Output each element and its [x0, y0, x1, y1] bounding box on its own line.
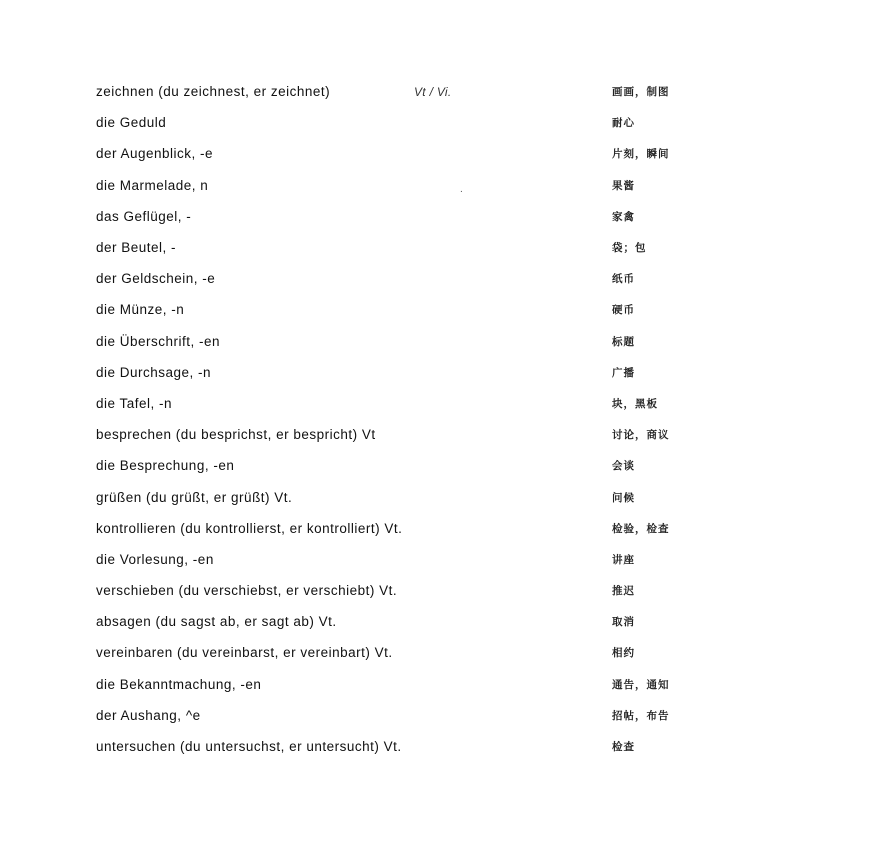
chinese-meaning: 招帖，布告 [612, 709, 670, 722]
german-term: die Marmelade, n [96, 177, 209, 193]
vocab-row [96, 357, 796, 388]
german-term: die Bekanntmachung, -en [96, 676, 262, 692]
vocab-row [96, 201, 796, 232]
vocab-row [96, 326, 796, 357]
vocab-row [96, 544, 796, 575]
german-term: zeichnen (du zeichnest, er zeichnet) [96, 84, 331, 100]
vocab-row [96, 263, 796, 294]
german-term: die Durchsage, -n [96, 364, 212, 380]
chinese-meaning: 家禽 [612, 210, 635, 223]
vocab-row [96, 481, 796, 512]
chinese-meaning: 会谈 [612, 460, 635, 473]
german-term: besprechen (du besprichst, er bespricht) Vt [96, 427, 376, 443]
vocab-row [96, 637, 796, 668]
vocab-row [96, 294, 796, 325]
chinese-meaning: 取消 [612, 616, 635, 629]
vocabulary-list [96, 76, 796, 762]
chinese-meaning: 相约 [612, 647, 635, 660]
chinese-meaning: 画画，制图 [612, 86, 670, 99]
german-term: die Besprechung, -en [96, 458, 235, 474]
german-term: die Münze, -n [96, 302, 185, 318]
vocab-row [96, 575, 796, 606]
vocab-row [96, 700, 796, 731]
german-term: die Tafel, -n [96, 395, 173, 411]
chinese-meaning: 片刻，瞬间 [612, 148, 670, 161]
vocab-row [96, 107, 796, 138]
german-term: kontrollieren (du kontrollierst, er kontrolliert) Vt. [96, 520, 403, 536]
chinese-meaning: 问候 [612, 491, 635, 504]
vocab-row [96, 731, 796, 762]
stray-mark: . [460, 183, 463, 195]
german-term: der Aushang, ^e [96, 707, 201, 723]
vocab-row [96, 450, 796, 481]
german-term: der Beutel, - [96, 240, 177, 256]
german-term: die Geduld [96, 115, 167, 131]
chinese-meaning: 检查 [612, 741, 635, 754]
chinese-meaning: 果酱 [612, 179, 635, 192]
vocab-row [96, 513, 796, 544]
vocab-row [96, 170, 796, 201]
chinese-meaning: 纸币 [612, 273, 635, 286]
chinese-meaning: 硬币 [612, 304, 635, 317]
vocab-row [96, 138, 796, 169]
german-term: vereinbaren (du vereinbarst, er vereinbart) Vt. [96, 645, 393, 661]
vocab-row [96, 232, 796, 263]
german-term: die Vorlesung, -en [96, 551, 214, 567]
german-term: untersuchen (du untersuchst, er untersucht) Vt. [96, 739, 402, 755]
german-term: der Augenblick, -e [96, 146, 214, 162]
chinese-meaning: 耐心 [612, 117, 635, 130]
vocab-row [96, 388, 796, 419]
german-term: das Geflügel, - [96, 208, 192, 224]
vocab-row [96, 419, 796, 450]
chinese-meaning: 讨论，商议 [612, 429, 670, 442]
vocab-row [96, 76, 796, 107]
verb-type-tag: Vt / Vi. [414, 84, 452, 99]
german-term: verschieben (du verschiebst, er verschiebt) Vt. [96, 583, 398, 599]
chinese-meaning: 块，黑板 [612, 397, 658, 410]
chinese-meaning: 广播 [612, 366, 635, 379]
german-term: absagen (du sagst ab, er sagt ab) Vt. [96, 614, 337, 630]
chinese-meaning: 检验，检查 [612, 522, 670, 535]
german-term: grüßen (du grüßt, er grüßt) Vt. [96, 489, 293, 505]
german-term: der Geldschein, -e [96, 271, 216, 287]
chinese-meaning: 袋；包 [612, 242, 647, 255]
german-term: die Überschrift, -en [96, 333, 221, 349]
vocab-row [96, 606, 796, 637]
chinese-meaning: 通告，通知 [612, 678, 670, 691]
chinese-meaning: 推迟 [612, 585, 635, 598]
chinese-meaning: 标题 [612, 335, 635, 348]
vocab-row [96, 669, 796, 700]
chinese-meaning: 讲座 [612, 553, 635, 566]
